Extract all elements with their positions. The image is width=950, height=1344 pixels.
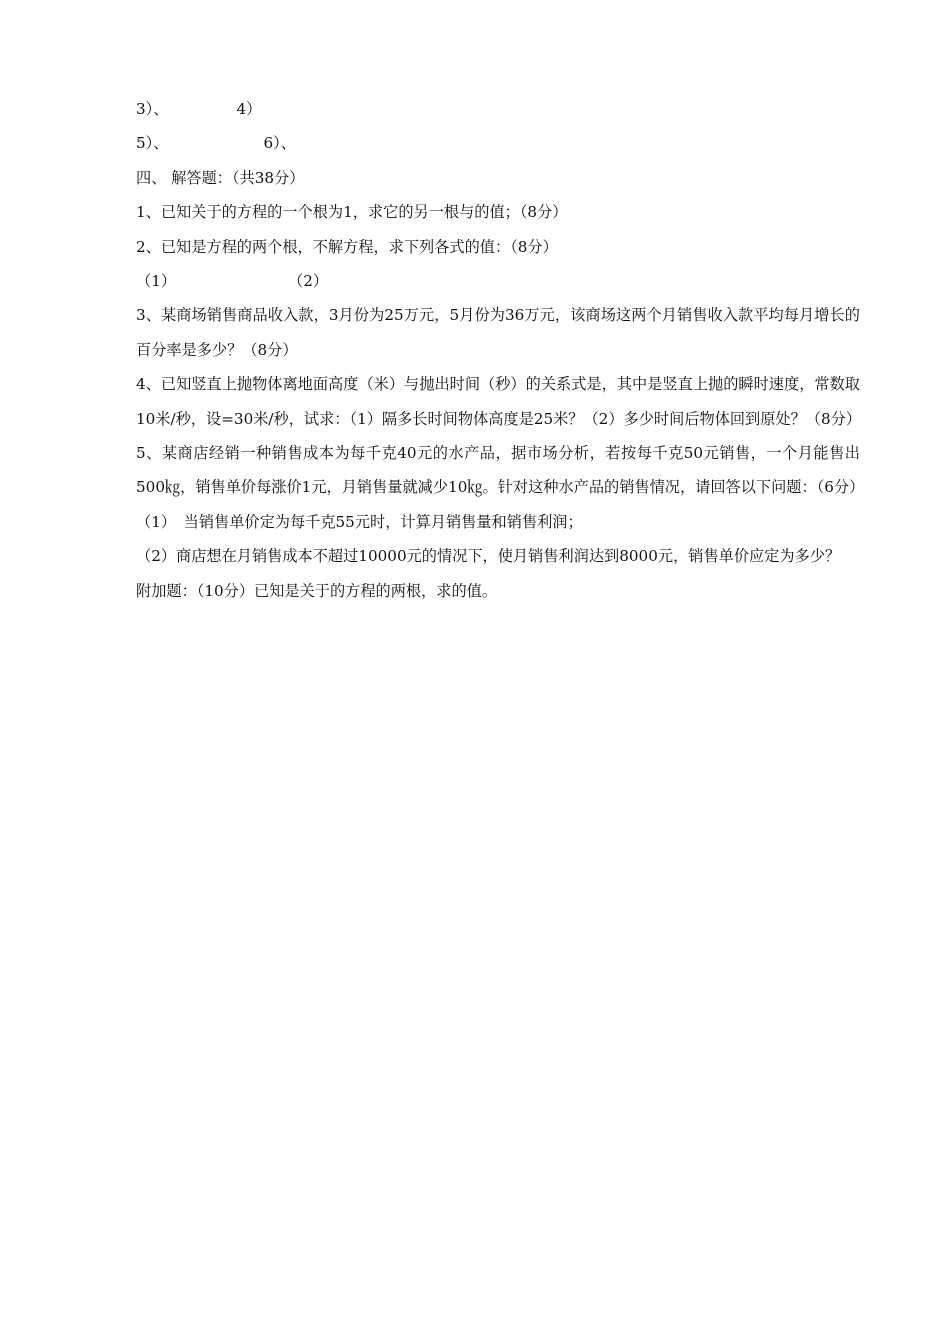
question-2-part-2: （2） (288, 271, 329, 290)
question-5-part-1: （1） 当销售单价定为每千克55元时，计算月销售量和销售利润； (136, 512, 583, 531)
question-3: 3、某商场销售商品收入款，3月份为25万元，5月份为36万元，该商场这两个月销售收入款平均每月增长的百分率是多少？（8分） (136, 306, 860, 359)
question-5: 5、某商店经销一种销售成本为每千克40元的水产品，据市场分析，若按每千克50元销售，一个月能售出500㎏，销售单价每涨价1元，月销售量就减少10㎏。针对这种水产品的销售情况，请回答以下问题：（6分） (136, 443, 865, 497)
bonus-question: 附加题：（10分）已知是关于的方程的两根，求的值。 (136, 581, 498, 600)
answer-line-5-6 (136, 126, 860, 160)
document-body (136, 92, 865, 608)
question-1: 1、已知关于的方程的一个根为1，求它的另一根与的值；（8分） (136, 203, 568, 222)
item-5-label: 5）、 (136, 134, 169, 153)
question-4: 4、已知竖直上抛物体离地面高度（米）与抛出时间（秒）的关系式是，其中是竖直上抛的瞬时速度，常数取10米/秒，设=30米/秒，试求：（1）隔多长时间物体高度是25米？（2）多少时间后物体回到原处？（8分） (136, 375, 862, 428)
item-3-label: 3）、 (136, 100, 169, 118)
question-2: 2、已知是方程的两个根，不解方程，求下列各式的值：（8分） (136, 237, 558, 256)
question-5-part-2: （2）商店想在月销售成本不超过10000元的情况下，使月销售利润达到8000元，销售单价应定为多少？ (136, 547, 841, 566)
item-6-label: 6）、 (263, 134, 296, 153)
question-2-parts (136, 264, 860, 298)
item-4-label: 4） (236, 100, 262, 118)
section-heading: 四、 解答题：（共38分） (136, 168, 305, 187)
answer-line-3-4 (136, 92, 860, 126)
question-2-part-1: （1） (136, 271, 177, 290)
